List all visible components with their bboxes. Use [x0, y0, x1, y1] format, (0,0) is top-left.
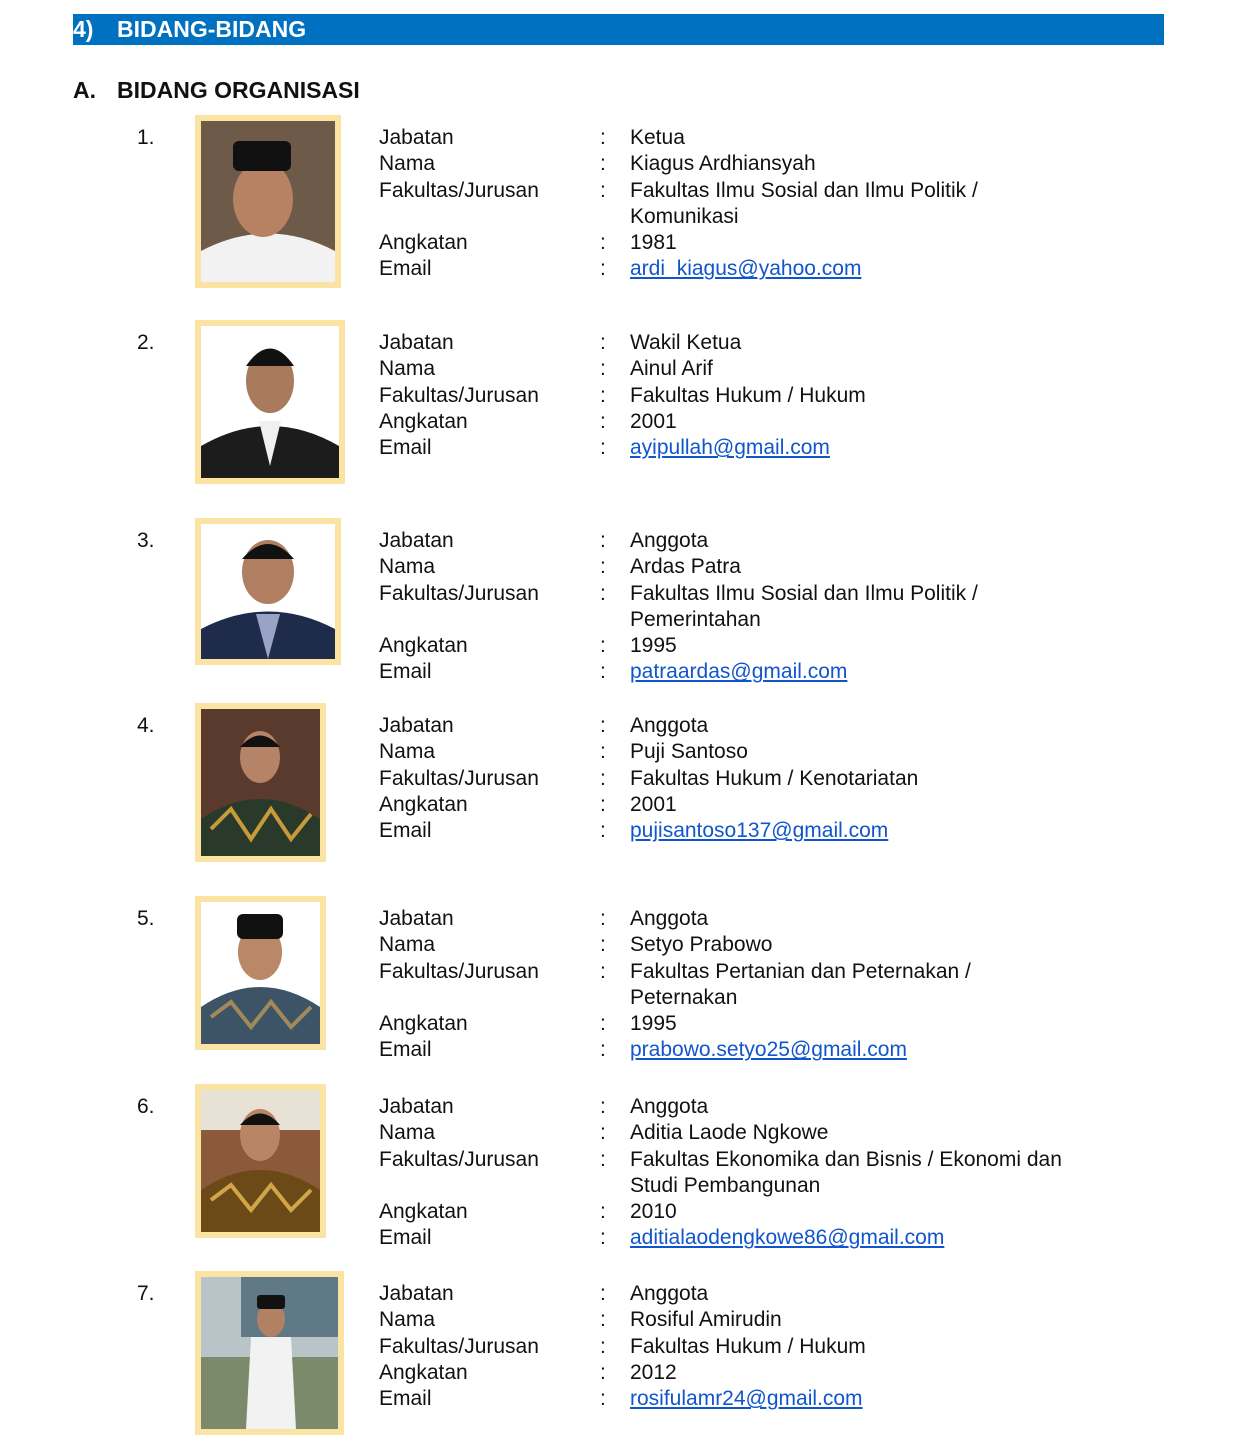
- colon: :: [600, 1121, 606, 1145]
- colon: :: [600, 1282, 606, 1305]
- colon: :: [600, 126, 606, 149]
- colon: :: [600, 907, 606, 930]
- section-number: 4): [73, 16, 94, 42]
- label-angkatan: Angkatan: [379, 231, 468, 255]
- label-nama: Nama: [379, 933, 436, 957]
- colon: :: [600, 766, 606, 790]
- value-angkatan: 2010: [630, 1200, 677, 1224]
- colon: :: [600, 581, 606, 605]
- label-fakultas: Fakultas/Jurusan: [379, 178, 539, 202]
- email-link[interactable]: ardi_kiagus@yahoo.com: [630, 257, 862, 281]
- email-link[interactable]: pujisantoso137@gmail.com: [630, 819, 889, 843]
- member-number: 6.: [137, 1095, 155, 1118]
- label-nama: Nama: [379, 740, 436, 764]
- label-jabatan: Jabatan: [379, 529, 454, 552]
- colon: :: [600, 959, 606, 983]
- label-angkatan: Angkatan: [379, 792, 468, 816]
- member-number: 5.: [137, 907, 155, 930]
- colon: :: [600, 257, 606, 281]
- label-jabatan: Jabatan: [379, 331, 454, 354]
- colon: :: [600, 383, 606, 407]
- email-link[interactable]: prabowo.setyo25@gmail.com: [630, 1038, 907, 1062]
- email-link[interactable]: aditialaodengkowe86@gmail.com: [630, 1226, 945, 1250]
- member-photo: [195, 518, 341, 665]
- colon: :: [600, 792, 606, 816]
- value-nama: Kiagus Ardhiansyah: [630, 152, 816, 176]
- member-number: 7.: [137, 1282, 155, 1305]
- email-link[interactable]: patraardas@gmail.com: [630, 660, 848, 684]
- label-fakultas: Fakultas/Jurusan: [379, 1334, 539, 1358]
- member-number: 2.: [137, 331, 155, 354]
- email-link[interactable]: rosifulamr24@gmail.com: [630, 1387, 863, 1411]
- value-fakultas: Fakultas Ekonomika dan Bisnis / Ekonomi dan Studi Pembangunan: [630, 1147, 1062, 1197]
- label-nama: Nama: [379, 1308, 436, 1332]
- label-jabatan: Jabatan: [379, 1282, 454, 1305]
- value-fakultas: Fakultas Pertanian dan Peternakan / Peternakan: [630, 959, 971, 1009]
- section-header-bar: [73, 14, 1164, 45]
- value-nama: Puji Santoso: [630, 740, 748, 764]
- value-fakultas: Fakultas Hukum / Hukum: [630, 383, 866, 407]
- member-photo: [195, 115, 341, 288]
- value-fakultas: Fakultas Ilmu Sosial dan Ilmu Politik / Komunikasi: [630, 178, 978, 228]
- value-nama: Setyo Prabowo: [630, 933, 773, 957]
- value-angkatan: 2012: [630, 1360, 677, 1384]
- value-jabatan: Anggota: [630, 1282, 709, 1305]
- colon: :: [600, 1226, 606, 1250]
- label-nama: Nama: [379, 357, 436, 381]
- colon: :: [600, 231, 606, 255]
- member-photo: [195, 320, 345, 484]
- label-jabatan: Jabatan: [379, 907, 454, 930]
- colon: :: [600, 660, 606, 684]
- label-jabatan: Jabatan: [379, 126, 454, 149]
- label-email: Email: [379, 819, 432, 843]
- value-angkatan: 2001: [630, 409, 677, 433]
- label-email: Email: [379, 436, 432, 460]
- colon: :: [600, 529, 606, 552]
- colon: :: [600, 740, 606, 764]
- colon: :: [600, 714, 606, 737]
- colon: :: [600, 819, 606, 843]
- label-angkatan: Angkatan: [379, 1200, 468, 1224]
- colon: :: [600, 357, 606, 381]
- email-link[interactable]: ayipullah@gmail.com: [630, 436, 830, 460]
- value-fakultas: Fakultas Hukum / Kenotariatan: [630, 766, 919, 790]
- label-jabatan: Jabatan: [379, 1095, 454, 1118]
- value-jabatan: Anggota: [630, 907, 709, 930]
- colon: :: [600, 1334, 606, 1358]
- label-nama: Nama: [379, 1121, 436, 1145]
- value-nama: Ainul Arif: [630, 357, 713, 381]
- colon: :: [600, 1200, 606, 1224]
- member-photo: [195, 1084, 326, 1238]
- label-email: Email: [379, 660, 432, 684]
- value-nama: Aditia Laode Ngkowe: [630, 1121, 829, 1145]
- colon: :: [600, 436, 606, 460]
- label-jabatan: Jabatan: [379, 714, 454, 737]
- colon: :: [600, 331, 606, 354]
- label-nama: Nama: [379, 152, 436, 176]
- value-jabatan: Anggota: [630, 1095, 709, 1118]
- colon: :: [600, 634, 606, 658]
- label-email: Email: [379, 1387, 432, 1411]
- label-fakultas: Fakultas/Jurusan: [379, 383, 539, 407]
- colon: :: [600, 933, 606, 957]
- label-fakultas: Fakultas/Jurusan: [379, 766, 539, 790]
- subsection-letter: A.: [73, 77, 96, 103]
- value-angkatan: 1995: [630, 1012, 677, 1036]
- colon: :: [600, 1387, 606, 1411]
- label-fakultas: Fakultas/Jurusan: [379, 1147, 539, 1171]
- colon: :: [600, 178, 606, 202]
- member-photo: [195, 1271, 344, 1435]
- colon: :: [600, 1308, 606, 1332]
- label-angkatan: Angkatan: [379, 1012, 468, 1036]
- value-jabatan: Anggota: [630, 714, 709, 737]
- colon: :: [600, 1147, 606, 1171]
- value-jabatan: Ketua: [630, 126, 685, 149]
- label-fakultas: Fakultas/Jurusan: [379, 581, 539, 605]
- colon: :: [600, 1012, 606, 1036]
- label-email: Email: [379, 257, 432, 281]
- value-jabatan: Anggota: [630, 529, 709, 552]
- value-angkatan: 1995: [630, 634, 677, 658]
- value-nama: Rosiful Amirudin: [630, 1308, 782, 1332]
- label-angkatan: Angkatan: [379, 634, 468, 658]
- member-photo: [195, 703, 326, 862]
- colon: :: [600, 152, 606, 176]
- colon: :: [600, 555, 606, 579]
- subsection-title: BIDANG ORGANISASI: [117, 77, 360, 103]
- value-jabatan: Wakil Ketua: [630, 331, 742, 354]
- member-number: 3.: [137, 529, 155, 552]
- label-nama: Nama: [379, 555, 436, 579]
- colon: :: [600, 1038, 606, 1062]
- label-email: Email: [379, 1038, 432, 1062]
- colon: :: [600, 409, 606, 433]
- label-angkatan: Angkatan: [379, 409, 468, 433]
- member-number: 1.: [137, 126, 155, 149]
- value-angkatan: 2001: [630, 792, 677, 816]
- value-angkatan: 1981: [630, 231, 677, 255]
- value-fakultas: Fakultas Ilmu Sosial dan Ilmu Politik / Pemerintahan: [630, 581, 978, 631]
- label-angkatan: Angkatan: [379, 1360, 468, 1384]
- label-fakultas: Fakultas/Jurusan: [379, 959, 539, 983]
- colon: :: [600, 1360, 606, 1384]
- colon: :: [600, 1095, 606, 1118]
- label-email: Email: [379, 1226, 432, 1250]
- value-fakultas: Fakultas Hukum / Hukum: [630, 1334, 866, 1358]
- member-number: 4.: [137, 714, 155, 737]
- member-photo: [195, 896, 326, 1050]
- section-title: BIDANG-BIDANG: [117, 16, 307, 42]
- value-nama: Ardas Patra: [630, 555, 741, 579]
